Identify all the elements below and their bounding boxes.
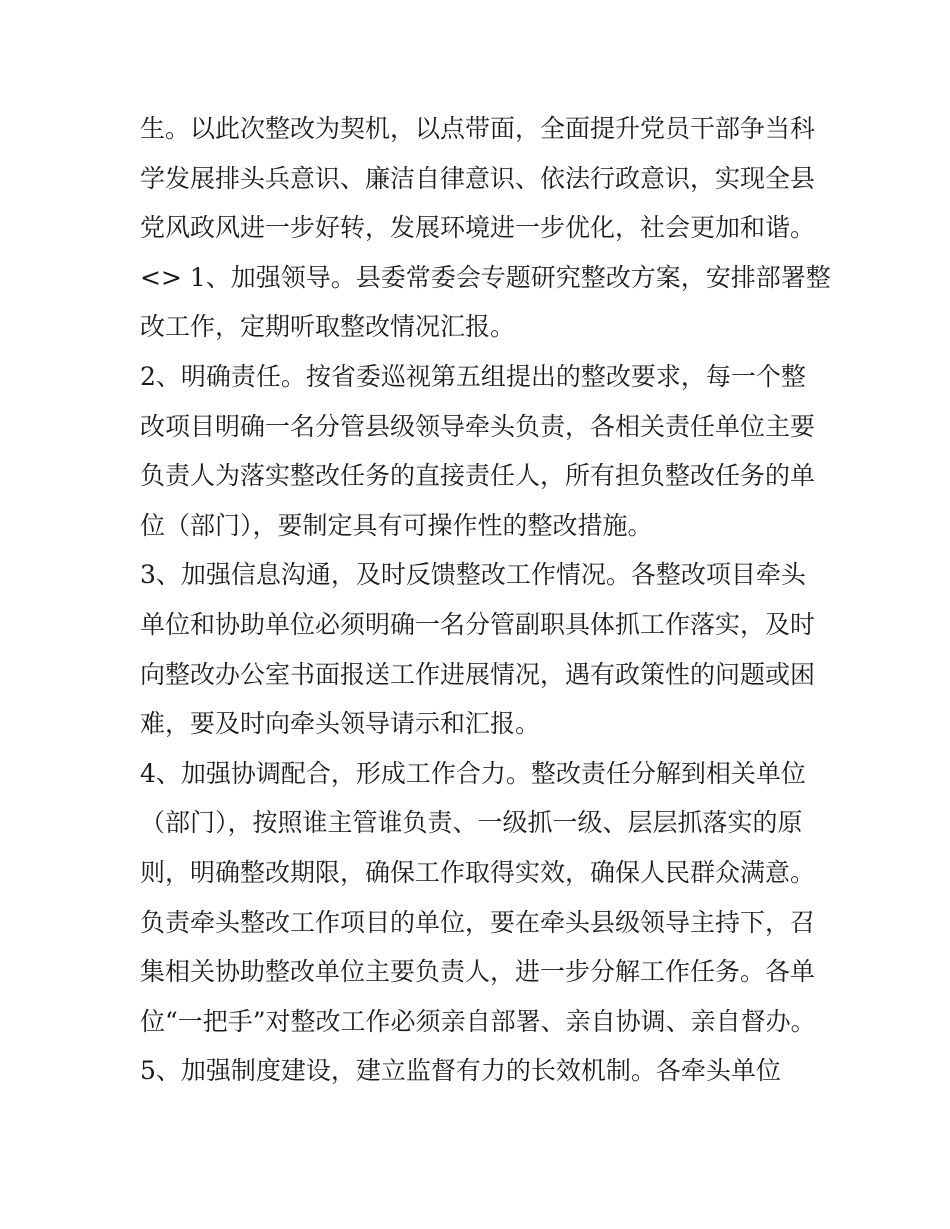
text-line: 生。以此次整改为契机，以点带面，全面提升党员干部争当科 — [140, 114, 816, 143]
text-line: 则，明确整改期限，确保工作取得实效，确保人民群众满意。 — [140, 857, 816, 887]
text-line: 党风政风进一步好转，发展环境进一步优化，社会更加和谐。 — [140, 213, 816, 243]
text-line: 2、明确责任。按省委巡视第五组提出的整改要求，每一个整 — [140, 361, 806, 391]
text-line: 向整改办公室书面报送工作进展情况，遇有政策性的问题或困 — [140, 659, 816, 689]
text-line: 改项目明确一名分管县级领导牵头负责，各相关责任单位主要 — [140, 411, 816, 441]
text-line: 负责人为落实整改任务的直接责任人，所有担负整改任务的单 — [140, 461, 816, 491]
text-line: 集相关协助整改单位主要负责人，进一步分解工作任务。各单 — [140, 957, 816, 987]
text-line: 负责牵头整改工作项目的单位，要在牵头县级领导主持下，召 — [140, 907, 816, 937]
text-line: 单位和协助单位必须明确一名分管副职具体抓工作落实，及时 — [140, 609, 816, 639]
text-line: <> 1、加强领导。县委常委会专题研究整改方案，安排部署整 — [140, 262, 831, 292]
text-line: 位（部门），要制定具有可操作性的整改措施。 — [140, 510, 653, 540]
text-line: 3、加强信息沟通，及时反馈整改工作情况。各整改项目牵头 — [140, 560, 806, 590]
text-line: （部门），按照谁主管谁负责、一级抓一级、层层抓落实的原 — [140, 808, 803, 838]
text-line: 难，要及时向牵头领导请示和汇报。 — [140, 709, 541, 739]
text-line: 位“一把手”对整改工作必须亲自部署、亲自协调、亲自督办。 — [140, 1006, 816, 1036]
document-body — [140, 104, 830, 1096]
text-line: 改工作，定期听取整改情况汇报。 — [140, 312, 516, 342]
text-line: 5、加强制度建设，建立监督有力的长效机制。各牵头单位 — [140, 1056, 781, 1086]
text-line: 学发展排头兵意识、廉洁自律意识、依法行政意识，实现全县 — [140, 163, 816, 193]
text-line: 4、加强协调配合，形成工作合力。整改责任分解到相关单位 — [140, 758, 806, 788]
